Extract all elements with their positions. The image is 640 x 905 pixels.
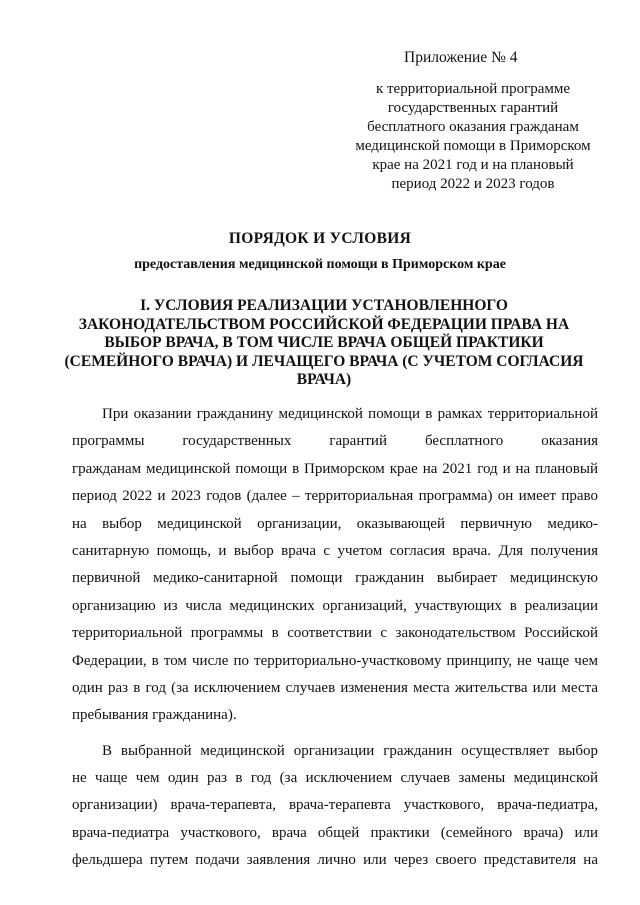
paragraph-gap: [72, 730, 598, 738]
paragraph-line: санитарную помощь, и выбор врача с учетом согласия врача. Для получения: [72, 542, 598, 559]
paragraph-line: фельдшера путем подачи заявления лично или через своего представителя на: [72, 852, 598, 869]
paragraph-line: организацию из числа медицинских организаций, участвующих в реализации: [72, 597, 598, 614]
section-heading-line: (СЕМЕЙНОГО ВРАЧА) И ЛЕЧАЩЕГО ВРАЧА (С УЧЕТОМ СОГЛАСИЯ: [64, 352, 584, 370]
paragraph-line: программы государственных гарантий бесплатного оказания: [72, 433, 598, 450]
document-subtitle: предоставления медицинской помощи в Приморском крае: [134, 257, 506, 272]
section-heading-line: ЗАКОНОДАТЕЛЬСТВОМ РОССИЙСКОЙ ФЕДЕРАЦИИ ПРАВА НА: [78, 315, 570, 333]
paragraph-line: период 2022 и 2023 годов (далее – территориальная программа) он имеет право: [72, 488, 598, 505]
paragraph-line: пребывания гражданина).: [72, 707, 237, 724]
paragraph-line: не чаще чем один раз в год (за исключением случаев замены медицинской: [72, 770, 598, 787]
section-heading-line: I. УСЛОВИЯ РЕАЛИЗАЦИИ УСТАНОВЛЕННОГО: [140, 297, 508, 314]
appendix-ref-line: период 2022 и 2023 годов: [391, 176, 555, 192]
appendix-label: Приложение № 4: [404, 49, 518, 66]
paragraph-line: Федерации, в том числе по территориально-участковому принципу, не чаще чем: [72, 652, 598, 669]
paragraph-line: территориальной программы в соответствии с законодательством Российской: [72, 625, 598, 642]
paragraph-1: [72, 401, 598, 730]
document-title: ПОРЯДОК И УСЛОВИЯ: [228, 230, 412, 247]
paragraph-line: врача-педиатра участкового, врача общей практики (семейного врача) или: [72, 824, 598, 841]
paragraph-2: [72, 738, 598, 875]
appendix-ref-line: бесплатного оказания гражданам: [367, 119, 579, 135]
section-heading-line: ВРАЧА): [296, 371, 352, 388]
paragraph-line: один раз в год (за исключением случаев изменения места жительства или места: [72, 679, 598, 696]
section-heading: [60, 297, 588, 390]
appendix-ref-line: государственных гарантий: [387, 100, 559, 116]
paragraph-line: гражданам медицинской помощи в Приморском крае на 2021 год и на плановый: [72, 460, 598, 477]
appendix-reference: [340, 80, 606, 194]
appendix-ref-line: медицинской помощи в Приморском: [355, 138, 591, 154]
appendix-ref-line: крае на 2021 год и на плановый: [372, 157, 574, 173]
paragraph-line: При оказании гражданину медицинской помощи в рамках территориальной: [102, 406, 598, 422]
paragraph-line: на выбор медицинской организации, оказывающей первичную медико-: [72, 515, 598, 532]
paragraph-line: В выбранной медицинской организации гражданин осуществляет выбор: [102, 742, 598, 759]
paragraph-line: организации) врача-терапевта, врача-терапевта участкового, врача-педиатра,: [72, 797, 598, 814]
appendix-ref-line: к территориальной программе: [375, 81, 571, 97]
body-text: [72, 401, 598, 875]
paragraph-line: первичной медико-санитарной помощи гражданин выбирает медицинскую: [72, 570, 598, 587]
section-heading-line: ВЫБОР ВРАЧА, В ТОМ ЧИСЛЕ ВРАЧА ОБЩЕЙ ПРАКТИКИ: [104, 334, 544, 351]
